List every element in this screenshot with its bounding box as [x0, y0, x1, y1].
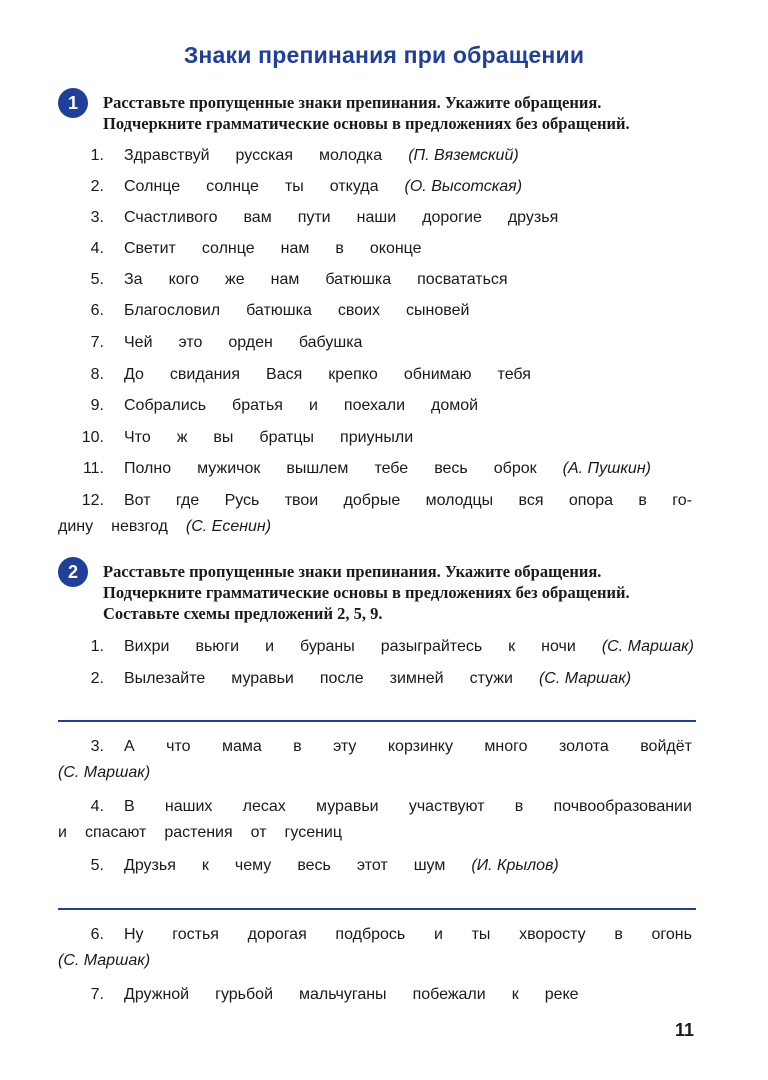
sentence-text — [124, 982, 692, 1007]
word: кого — [168, 271, 200, 288]
sentence-text — [124, 236, 692, 261]
word: Чей — [124, 334, 153, 351]
sentence-text — [124, 174, 692, 199]
word: войдёт — [640, 738, 692, 755]
word: В — [124, 798, 135, 815]
instruction-line: Составьте схемы предложений 2, 5, 9. — [103, 604, 383, 623]
sentence-number: 7. — [90, 986, 104, 1003]
word: нам — [270, 271, 300, 288]
word: нам — [280, 240, 310, 257]
sentence-text — [124, 666, 692, 691]
word: солнце — [206, 178, 259, 195]
word: этот — [356, 857, 388, 874]
word: своих — [337, 302, 381, 319]
sentence-number: 6. — [90, 302, 104, 319]
word: вышлем — [286, 460, 349, 477]
word: и — [433, 926, 443, 943]
word: Вот — [124, 492, 151, 509]
sentence-number: 2. — [90, 670, 104, 687]
word: домой — [431, 397, 479, 414]
word: лесах — [242, 798, 286, 815]
word: от — [250, 824, 267, 841]
word: же — [225, 271, 245, 288]
sentence-text — [124, 362, 692, 387]
word: пути — [297, 209, 331, 226]
sentence-text — [124, 456, 692, 481]
sentence-number: 9. — [90, 397, 104, 414]
answer-line — [58, 720, 696, 722]
exercise-1-badge: 1 — [58, 88, 88, 118]
sentence-text — [124, 634, 692, 659]
word: много — [484, 738, 528, 755]
sentence-author: (И. Крылов) — [471, 857, 559, 874]
word: подбрось — [335, 926, 406, 943]
word: огонь — [651, 926, 692, 943]
sentence-author: (С. Маршак) — [601, 638, 694, 655]
word: корзинку — [387, 738, 453, 755]
sentence-number: 3. — [90, 209, 104, 226]
sentence-number: 4. — [90, 798, 104, 815]
word: ночи — [541, 638, 576, 655]
word: эту — [333, 738, 357, 755]
word: золота — [558, 738, 609, 755]
word: Солнце — [124, 178, 181, 195]
sentence-text — [124, 267, 692, 292]
sentence-text — [124, 853, 692, 878]
sentence-number: 3. — [90, 738, 104, 755]
word: дорогие — [422, 209, 482, 226]
word: наших — [164, 798, 213, 815]
word: реке — [544, 986, 579, 1003]
word: чему — [234, 857, 272, 874]
word: сыновей — [406, 302, 470, 319]
word: приуныли — [340, 429, 414, 446]
word: почвообразовании — [553, 798, 692, 815]
word: разыграйтесь — [380, 638, 483, 655]
word: где — [175, 492, 200, 509]
sentence-text-line-2 — [58, 760, 168, 785]
word: муравьи — [231, 670, 294, 687]
word: весь — [434, 460, 468, 477]
word: молодка — [318, 147, 383, 164]
word: тебя — [497, 366, 531, 383]
word: откуда — [329, 178, 379, 195]
word: наши — [356, 209, 397, 226]
word: Вылезайте — [124, 670, 206, 687]
word: опора — [568, 492, 614, 509]
word: братья — [232, 397, 283, 414]
instruction-line: Подчеркните грамматические основы в предложениях без обращений. — [103, 583, 630, 602]
word: к — [508, 638, 516, 655]
word: братцы — [259, 429, 315, 446]
sentence-number: 5. — [90, 271, 104, 288]
word: после — [319, 670, 364, 687]
word: муравьи — [316, 798, 379, 815]
word: вы — [213, 429, 234, 446]
sentence-author: (С. Маршак) — [58, 764, 151, 781]
sentence-author: (О. Высотская) — [404, 178, 523, 195]
sentence-author: (А. Пушкин) — [562, 460, 651, 477]
sentence-number: 5. — [90, 857, 104, 874]
sentence-number: 1. — [90, 638, 104, 655]
page-number: 11 — [674, 1020, 694, 1040]
sentence-text — [124, 922, 692, 947]
sentence-number: 11. — [82, 460, 104, 477]
sentence-author: (С. Есенин) — [185, 518, 272, 535]
word: бураны — [300, 638, 355, 655]
word: тебе — [374, 460, 409, 477]
word: зимней — [389, 670, 444, 687]
sentence-number: 4. — [90, 240, 104, 257]
word: Счастливого — [124, 209, 218, 226]
word: гостья — [172, 926, 219, 943]
word: батюшка — [246, 302, 312, 319]
instruction-line: Расставьте пропущенные знаки препинания. Укажите обращения. — [103, 93, 602, 112]
word: За — [124, 271, 143, 288]
word: батюшка — [325, 271, 392, 288]
word: дину — [58, 518, 94, 535]
word: в — [638, 492, 647, 509]
exercise-2-instruction — [103, 561, 630, 624]
sentence-number: 7. — [90, 334, 104, 351]
word: вам — [243, 209, 272, 226]
word: свидания — [169, 366, 241, 383]
word: До — [124, 366, 144, 383]
sentence-author: (С. Маршак) — [58, 952, 151, 969]
word: участвуют — [408, 798, 485, 815]
word: А — [124, 738, 135, 755]
sentence-number: 1. — [90, 147, 104, 164]
word: Благословил — [124, 302, 221, 319]
word: что — [166, 738, 191, 755]
word: крепко — [328, 366, 378, 383]
exercise-2-badge: 2 — [58, 557, 88, 587]
word: мальчуганы — [299, 986, 387, 1003]
word: гусениц — [284, 824, 343, 841]
word: шум — [413, 857, 446, 874]
sentence-author: (С. Маршак) — [538, 670, 632, 687]
sentence-text-line-2 — [58, 514, 289, 539]
word: в — [514, 798, 524, 815]
sentence-number: 10. — [81, 429, 104, 446]
word: стужи — [469, 670, 513, 687]
word: солнце — [201, 240, 255, 257]
exercise-1-instruction — [103, 92, 630, 134]
word: спасают — [84, 824, 147, 841]
word: ты — [284, 178, 304, 195]
word: Русь — [224, 492, 260, 509]
sentence-number: 6. — [90, 926, 104, 943]
word: го- — [672, 492, 692, 509]
word: мужичок — [197, 460, 261, 477]
word: посвататься — [417, 271, 508, 288]
sentence-text — [124, 794, 692, 819]
word: Вихри — [124, 638, 170, 655]
sentence-number: 2. — [90, 178, 104, 195]
sentence-text — [124, 205, 692, 230]
word: молодцы — [425, 492, 494, 509]
word: русская — [235, 147, 293, 164]
word: в — [335, 240, 344, 257]
word: вся — [518, 492, 544, 509]
sentence-text-line-2 — [58, 948, 168, 973]
word: весь — [297, 857, 331, 874]
word: побежали — [412, 986, 486, 1003]
word: и — [265, 638, 274, 655]
word: бабушка — [298, 334, 363, 351]
sentence-text — [124, 488, 692, 513]
word: растения — [164, 824, 233, 841]
instruction-line: Расставьте пропущенные знаки препинания. Укажите обращения. — [103, 562, 602, 581]
word: вьюги — [195, 638, 240, 655]
word: хворосту — [519, 926, 586, 943]
word: невзгод — [111, 518, 168, 535]
sentence-text — [124, 425, 692, 450]
sentence-text-line-2 — [58, 820, 360, 845]
word: Собрались — [124, 397, 207, 414]
word: ты — [471, 926, 491, 943]
word: и — [308, 397, 318, 414]
word: ж — [176, 429, 188, 446]
word: Вася — [266, 366, 303, 383]
instruction-line: Подчеркните грамматические основы в предложениях без обращений. — [103, 114, 630, 133]
word: оконце — [369, 240, 422, 257]
word: Дружной — [124, 986, 190, 1003]
word: в — [614, 926, 623, 943]
word: Полно — [124, 460, 172, 477]
word: поехали — [343, 397, 406, 414]
sentence-number: 8. — [90, 366, 104, 383]
word: Здравствуй — [124, 147, 210, 164]
word: друзья — [507, 209, 559, 226]
word: Что — [124, 429, 151, 446]
word: твои — [284, 492, 319, 509]
sentence-text — [124, 734, 692, 759]
sentence-number: 12. — [81, 492, 104, 509]
word: Друзья — [124, 857, 176, 874]
word: в — [293, 738, 302, 755]
word: обнимаю — [403, 366, 472, 383]
sentence-text — [124, 393, 692, 418]
sentence-text — [124, 143, 692, 168]
sentence-author: (П. Вяземский) — [408, 147, 519, 164]
sentence-text — [124, 330, 692, 355]
page-title: Знаки препинания при обращении — [183, 42, 585, 68]
sentence-text — [124, 298, 692, 323]
word: и — [58, 824, 67, 841]
word: добрые — [343, 492, 401, 509]
word: гурьбой — [215, 986, 273, 1003]
word: Ну — [124, 926, 144, 943]
word: это — [178, 334, 203, 351]
word: мама — [221, 738, 262, 755]
word: орден — [228, 334, 273, 351]
word: оброк — [493, 460, 537, 477]
word: дорогая — [247, 926, 307, 943]
word: к — [511, 986, 519, 1003]
word: к — [201, 857, 209, 874]
answer-line — [58, 908, 696, 910]
word: Светит — [124, 240, 176, 257]
